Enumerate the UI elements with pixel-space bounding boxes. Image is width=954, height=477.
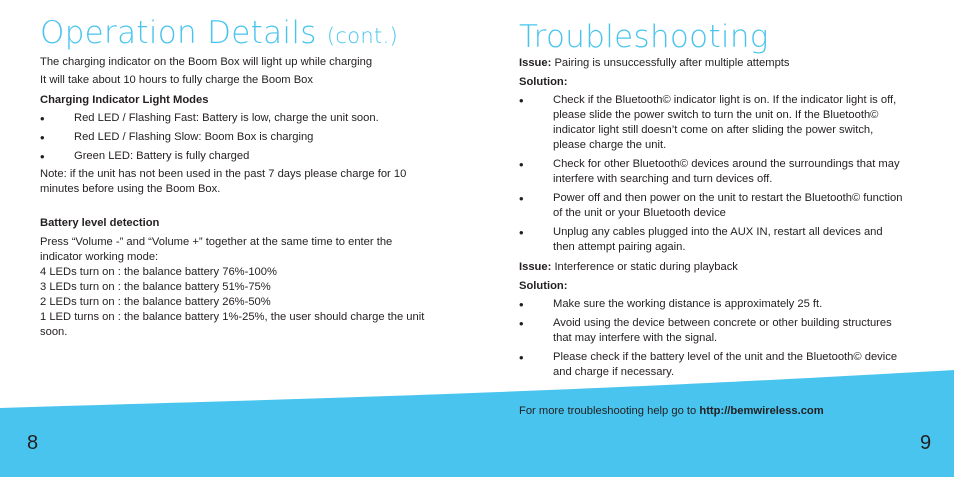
bullet-icon: • <box>519 93 524 108</box>
bullet-icon: • <box>519 157 524 172</box>
solutions-list-2 <box>519 297 904 384</box>
bullet-icon: • <box>519 316 524 331</box>
issue-2: Issue: Interference or static during playback <box>519 261 738 273</box>
bullet-icon: • <box>519 225 524 240</box>
operation-details-title <box>40 14 398 55</box>
battery-intro: Press “Volume -” and “Volume +” together at the same time to enter the indicator working mode: <box>40 236 393 263</box>
battery-level-4: 4 LEDs turn on : the balance battery 76%-100% <box>40 266 277 278</box>
title-main: Operation Details <box>40 15 317 51</box>
troubleshooting-title: Troubleshooting <box>519 19 769 55</box>
solution-label-1: Solution: <box>519 76 568 88</box>
list-item: • Please check if the battery level of the unit and the Bluetooth© device and charge if necessary. <box>519 350 898 378</box>
list-item: • Red LED / Flashing Fast: Battery is low, charge the unit soon. <box>40 111 379 126</box>
battery-level-1: 1 LED turns on : the balance battery 1%-25%, the user should charge the unit soon. <box>40 311 425 338</box>
modes-list <box>40 111 430 168</box>
list-item: • Red LED / Flashing Slow: Boom Box is charging <box>40 130 314 145</box>
list-item: • Check if the Bluetooth© indicator light is on. If the indicator light is off, please slide the power switch to turn the unit on. If the Bluetooth© indicator light still doesn’t come on after sliding the power switch, please charge the unit. <box>519 93 897 151</box>
battery-level-2: 2 LEDs turn on : the balance battery 26%-50% <box>40 296 271 308</box>
page-number-left: 8 <box>27 432 39 454</box>
list-item: • Power off and then power on the unit to restart the Bluetooth© function of the unit or your Bluetooth device <box>519 191 903 219</box>
help-link[interactable]: http://bemwireless.com <box>699 405 824 417</box>
bullet-icon: • <box>519 191 524 206</box>
title-suffix: (cont.) <box>326 24 398 48</box>
list-item: • Make sure the working distance is approximately 25 ft. <box>519 297 823 312</box>
bullet-icon: • <box>40 111 45 126</box>
list-item: • Avoid using the device between concrete or other building structures that may interfere with the signal. <box>519 316 892 344</box>
list-item: • Unplug any cables plugged into the AUX IN, restart all devices and then attempt pairing again. <box>519 225 883 253</box>
solution-label-2: Solution: <box>519 280 568 292</box>
list-item: • Check for other Bluetooth© devices around the surroundings that may interfere with searching and turn devices off. <box>519 157 900 185</box>
page-number-right: 9 <box>920 432 932 454</box>
bullet-icon: • <box>519 297 524 312</box>
charging-time: It will take about 10 hours to fully charge the Boom Box <box>40 74 314 86</box>
help-line: For more troubleshooting help go to http://bemwireless.com <box>519 405 824 417</box>
battery-level-3: 3 LEDs turn on : the balance battery 51%-75% <box>40 281 271 293</box>
list-item: • Green LED: Battery is fully charged <box>40 149 250 164</box>
note-text: Note: if the unit has not been used in the past 7 days please charge for 10 minutes before using the Boom Box. <box>40 168 407 195</box>
bullet-icon: • <box>40 149 45 164</box>
charging-line: The charging indicator on the Boom Box will light up while charging <box>40 56 373 68</box>
bullet-icon: • <box>519 350 524 365</box>
battery-heading: Battery level detection <box>40 217 160 229</box>
bullet-icon: • <box>40 130 45 145</box>
issue-1: Issue: Pairing is unsuccessfully after multiple attempts <box>519 57 790 69</box>
modes-heading: Charging Indicator Light Modes <box>40 94 209 106</box>
solutions-list-1 <box>519 93 904 259</box>
